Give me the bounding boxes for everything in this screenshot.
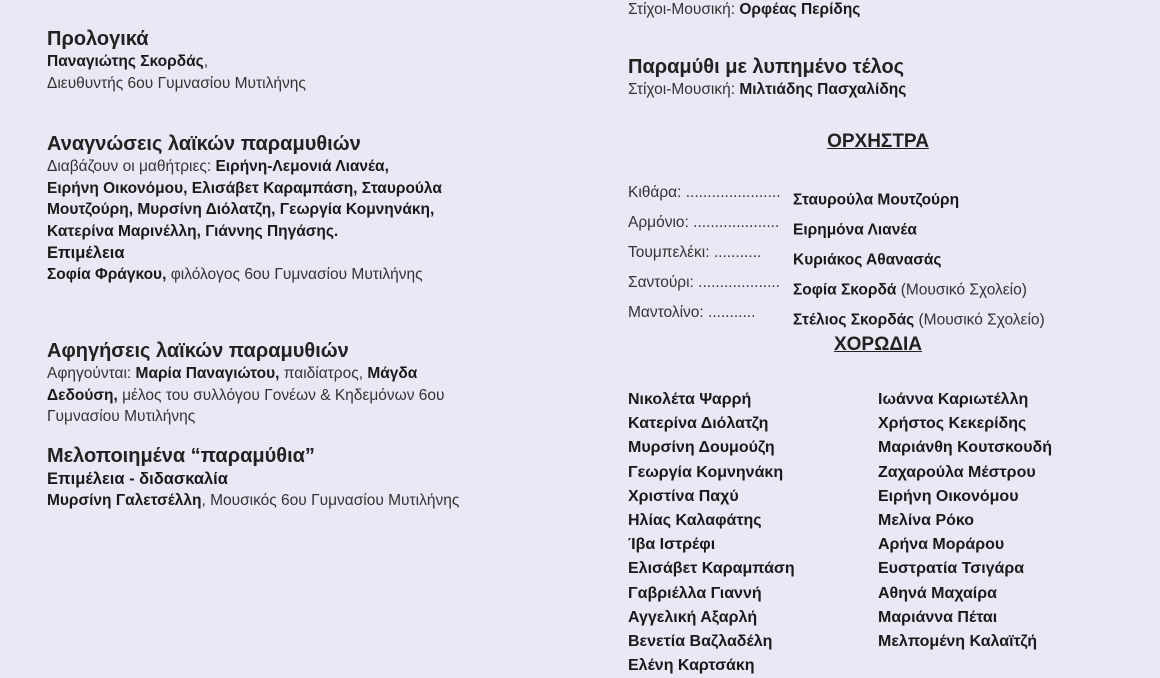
list-item: Γεωργία Κομνηνάκη	[628, 463, 784, 481]
songs-name: Μυρσίνη Γαλετσέλλη	[47, 492, 202, 509]
list-item: Αθηνά Μαχαίρα	[878, 584, 997, 602]
list-item: Ειρήνη Οικονόμου	[878, 487, 1019, 505]
list-item: Βενετία Βαζλαδέλη	[628, 633, 773, 651]
list-item: Μελίνα Ρόκο	[878, 512, 975, 530]
list-item: Μαριάννα Πέται	[878, 608, 998, 626]
prologue-title: Προλογικά	[47, 28, 149, 50]
narrations-section: Αφηγήσεις λαϊκών παραμυθιών Αφηγούνται: Μαρία Παναγιώτου, παιδίατρος, Μάγδα Δεδούση, μέλος του συλλόγου Γονέων & Κηδεμόνων 6ου Γυμνασίου Μυτιλήνης	[47, 340, 445, 425]
orchestra-list	[628, 182, 1045, 332]
list-item: Ευστρατία Τσιγάρα	[878, 560, 1025, 578]
orchestra-row: Αρμόνιο: .................... Ειρημόνα Λιανέα	[628, 214, 917, 239]
readings-section: Αναγνώσεις λαϊκών παραμυθιών Διαβάζουν οι μαθήτριες: Ειρήνη-Λεμονιά Λιανέα, Ειρήνη Οικονόμου, Ελισάβετ Καραμπάση, Σταυρούλα Μουτζούρη, Μυρσίνη Διόλατζη, Γεωργία Κομνηνάκη, Κατερίνα Μαρινέλλη, Γιάννης Πηγάσης. Επιμέλεια Σοφία Φράγκου, φιλόλογος 6ου Γυμνασίου Μυτιλήνης	[47, 133, 442, 283]
readings-editor-name: Σοφία Φράγκου,	[47, 266, 167, 283]
list-item: Ελισάβετ Καραμπάση	[628, 560, 795, 578]
orchestra-row: Σαντούρι: ................... Σοφία Σκορδά (Μουσικό Σχολείο)	[628, 274, 1027, 299]
list-item: Ελένη Καρτσάκη	[628, 657, 755, 675]
songs-title: Μελοποιημένα “παραμύθια”	[47, 445, 315, 467]
prologue-section: Προλογικά Παναγιώτης Σκορδάς, Διευθυντής 6ου Γυμνασίου Μυτιλήνης	[47, 27, 306, 94]
sad-tale-section: Παραμύθι με λυπημένο τέλος Στίχοι-Μουσική: Μιλτιάδης Πασχαλίδης	[628, 56, 907, 98]
top-credit: Στίχοι-Μουσική: Ορφέας Περίδης	[628, 1, 861, 18]
list-item: Χρήστος Κεκερίδης	[878, 415, 1027, 433]
choir-column-2	[878, 388, 1052, 654]
list-item: Γαβριέλλα Γιαννή	[628, 584, 762, 602]
readings-editing-label: Επιμέλεια	[47, 244, 125, 262]
readings-title: Αναγνώσεις λαϊκών παραμυθιών	[47, 133, 361, 155]
list-item: Χριστίνα Παχύ	[628, 487, 739, 505]
list-item: Μυρσίνη Δουμούζη	[628, 439, 775, 457]
list-item: Ζαχαρούλα Μέστρου	[878, 463, 1036, 481]
sad-tale-title: Παραμύθι με λυπημένο τέλος	[628, 56, 905, 78]
list-item: Μελπομένη Καλαϊτζή	[878, 633, 1037, 651]
songs-section: Μελοποιημένα “παραμύθια” Επιμέλεια - διδασκαλία Μυρσίνη Γαλετσέλλη, Μουσικός 6ου Γυμνασίου Μυτιλήνης	[47, 445, 460, 509]
orchestra-heading: ΟΡΧΗΣΤΡΑ	[827, 131, 929, 152]
list-item: Κατερίνα Διόλατζη	[628, 415, 769, 433]
list-item: Μαριάνθη Κουτσκουδή	[878, 439, 1052, 457]
list-item: Αγγελική Αξαρλή	[628, 608, 758, 626]
narrations-title: Αφηγήσεις λαϊκών παραμυθιών	[47, 340, 349, 362]
list-item: Ιωάννα Καριωτέλλη	[878, 391, 1029, 408]
orchestra-row: Τουμπελέκι: ........... Κυριάκος Αθανασάς	[628, 244, 942, 269]
list-item: Ίβα Ιστρέφι	[628, 536, 716, 554]
prologue-name: Παναγιώτης Σκορδάς	[47, 53, 204, 70]
songs-subtitle: Επιμέλεια - διδασκαλία	[47, 470, 228, 488]
list-item: Ηλίας Καλαφάτης	[628, 512, 762, 530]
list-item: Νικολέτα Ψαρρή	[628, 391, 752, 408]
list-item: Αρήνα Μοράρου	[878, 536, 1005, 554]
prologue-role: Διευθυντής 6ου Γυμνασίου Μυτιλήνης	[47, 74, 306, 92]
orchestra-row: Κιθάρα: ...................... Σταυρούλα Μουτζούρη	[628, 184, 960, 209]
orchestra-row: Μαντολίνο: ........... Στέλιος Σκορδάς (Μουσικό Σχολείο)	[628, 304, 1045, 329]
choir-column-1	[628, 388, 795, 678]
choir-heading: ΧΟΡΩΔΙΑ	[833, 334, 922, 355]
